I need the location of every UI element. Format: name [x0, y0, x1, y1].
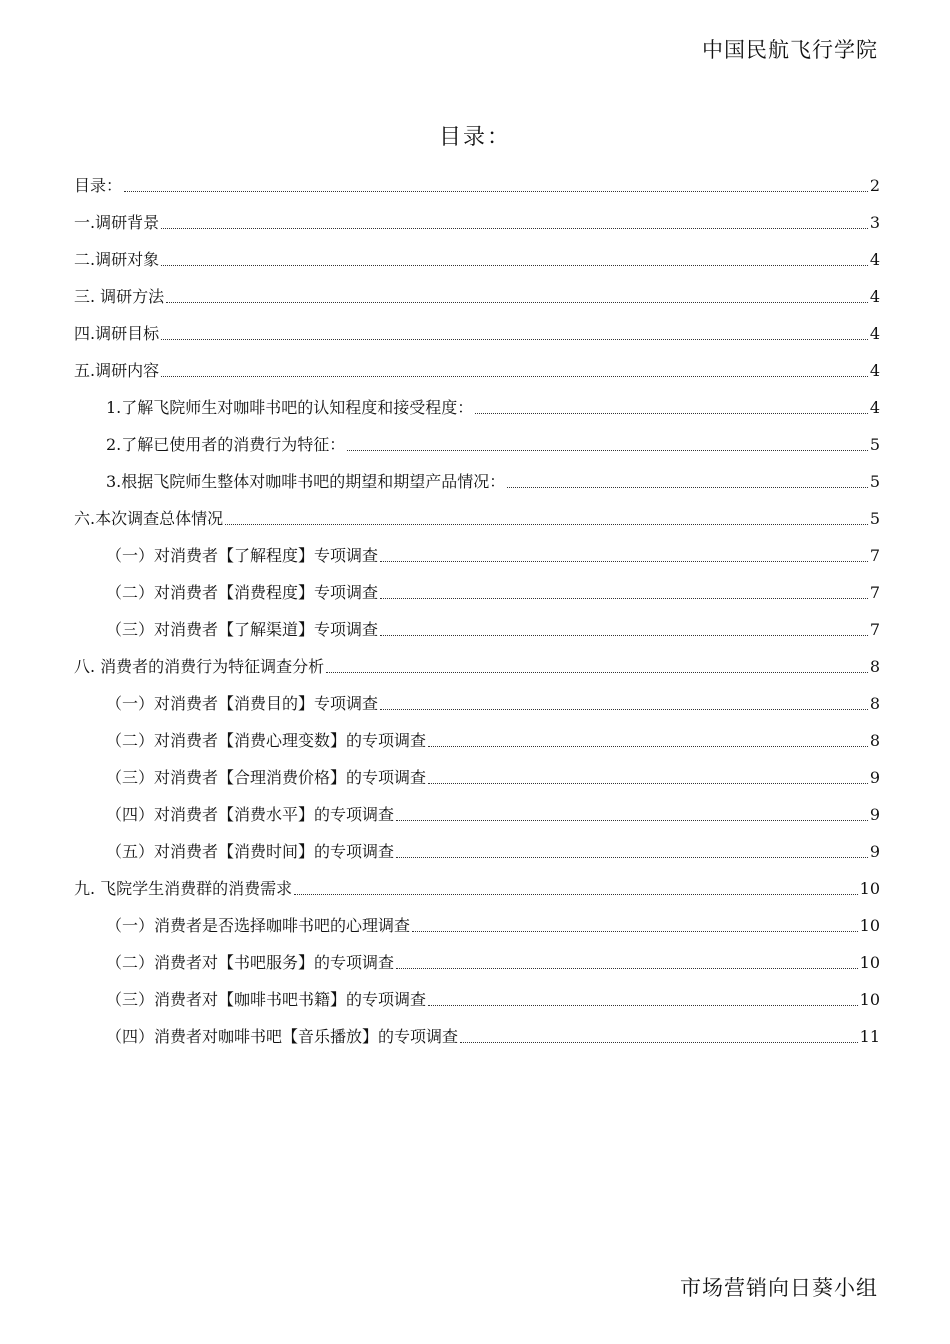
toc-leader-dots: [428, 783, 868, 784]
toc-entry-page: 11: [859, 1027, 880, 1046]
toc-entry-page: 3: [869, 213, 880, 232]
toc-leader-dots: [507, 487, 868, 488]
toc-entry-overview-2[interactable]: [106, 579, 880, 603]
toc-entry-label: 3.根据飞院师生整体对咖啡书吧的期望和期望产品情况：: [106, 472, 506, 491]
toc-entry-label: （二）消费者对【书吧服务】的专项调查: [106, 953, 395, 972]
toc-leader-dots: [347, 450, 868, 451]
toc-entry-page: 5: [869, 509, 880, 528]
toc-entry-goals[interactable]: [74, 320, 880, 344]
toc-leader-dots: [161, 376, 868, 377]
toc-entry-label: （三）对消费者【合理消费价格】的专项调查: [106, 768, 427, 787]
toc-entry-label: （四）对消费者【消费水平】的专项调查: [106, 805, 395, 824]
toc-entry-behavior-4[interactable]: [106, 801, 880, 825]
toc-entry-label: 四.调研目标: [74, 324, 160, 343]
toc-entry-demand-4[interactable]: [106, 1023, 880, 1047]
toc-entry-label: 五.调研内容: [74, 361, 160, 380]
toc-entry-behavior-3[interactable]: [106, 764, 880, 788]
toc-entry-page: 5: [869, 435, 880, 454]
toc-entry-page: 2: [869, 176, 880, 195]
toc-leader-dots: [380, 635, 868, 636]
toc-entry-toc[interactable]: [74, 172, 880, 196]
toc-entry-label: （一）对消费者【消费目的】专项调查: [106, 694, 379, 713]
toc-entry-demand[interactable]: [74, 875, 880, 899]
toc-entry-page: 4: [869, 324, 880, 343]
toc-leader-dots: [225, 524, 868, 525]
toc-entry-label: 目录：: [74, 176, 123, 195]
toc-entry-page: 9: [869, 805, 880, 824]
toc-entry-label: （二）对消费者【消费程度】专项调查: [106, 583, 379, 602]
toc-leader-dots: [396, 857, 868, 858]
toc-entry-label: 六.本次调查总体情况: [74, 509, 224, 528]
toc-entry-page: 7: [869, 620, 880, 639]
toc-entry-methods[interactable]: [74, 283, 880, 307]
toc-leader-dots: [161, 339, 868, 340]
toc-entry-label: （五）对消费者【消费时间】的专项调查: [106, 842, 395, 861]
toc-leader-dots: [326, 672, 868, 673]
toc-entry-page: 4: [869, 287, 880, 306]
toc-entry-label: 三. 调研方法: [74, 287, 165, 306]
toc-leader-dots: [380, 709, 868, 710]
toc-entry-page: 8: [869, 731, 880, 750]
toc-entry-content-2[interactable]: [106, 431, 880, 455]
toc-leader-dots: [460, 1042, 858, 1043]
toc-entry-content-3[interactable]: [106, 468, 880, 492]
toc-entry-page: 9: [869, 842, 880, 861]
toc-entry-label: 1.了解飞院师生对咖啡书吧的认知程度和接受程度：: [106, 398, 474, 417]
toc-leader-dots: [396, 820, 868, 821]
toc-entry-label: （一）消费者是否选择咖啡书吧的心理调查: [106, 916, 411, 935]
toc-leader-dots: [396, 968, 858, 969]
toc-entry-page: 10: [859, 990, 880, 1009]
toc-entry-page: 5: [869, 472, 880, 491]
toc-entry-page: 8: [869, 657, 880, 676]
toc-entry-subjects[interactable]: [74, 246, 880, 270]
toc-entry-label: 一.调研背景: [74, 213, 160, 232]
toc-title: 目录：: [438, 125, 511, 150]
toc-entry-page: 10: [859, 953, 880, 972]
toc-entry-label: 九. 飞院学生消费群的消费需求: [74, 879, 293, 898]
toc-entry-label: （二）对消费者【消费心理变数】的专项调查: [106, 731, 427, 750]
toc-entry-behavior[interactable]: [74, 653, 880, 677]
toc-entry-background[interactable]: [74, 209, 880, 233]
toc-entry-page: 8: [869, 694, 880, 713]
toc-leader-dots: [161, 228, 868, 229]
toc-entry-page: 7: [869, 583, 880, 602]
toc-leader-dots: [161, 265, 868, 266]
toc-entry-behavior-5[interactable]: [106, 838, 880, 862]
toc-leader-dots: [166, 302, 868, 303]
toc-entry-behavior-2[interactable]: [106, 727, 880, 751]
toc-leader-dots: [294, 894, 857, 895]
toc-leader-dots: [412, 931, 858, 932]
toc-entry-page: 7: [869, 546, 880, 565]
toc-entry-behavior-1[interactable]: [106, 690, 880, 714]
toc-entry-page: 10: [859, 879, 880, 898]
toc-entry-label: 八. 消费者的消费行为特征调查分析: [74, 657, 325, 676]
toc-entry-demand-3[interactable]: [106, 986, 880, 1010]
toc-entry-demand-2[interactable]: [106, 949, 880, 973]
toc-entry-label: （一）对消费者【了解程度】专项调查: [106, 546, 379, 565]
toc-leader-dots: [380, 561, 868, 562]
footer-group-name: 市场营销向日葵小组: [680, 1276, 878, 1300]
toc-entry-page: 4: [869, 250, 880, 269]
toc-entry-page: 10: [859, 916, 880, 935]
toc-entry-label: （四）消费者对咖啡书吧【音乐播放】的专项调查: [106, 1027, 459, 1046]
header-school-name: 中国民航飞行学院: [702, 38, 878, 62]
toc-entry-page: 4: [869, 398, 880, 417]
toc-entry-overview-3[interactable]: [106, 616, 880, 640]
toc-entry-page: 9: [869, 768, 880, 787]
toc-leader-dots: [428, 1005, 858, 1006]
toc-entry-content[interactable]: [74, 357, 880, 381]
toc-entry-label: （三）消费者对【咖啡书吧书籍】的专项调查: [106, 990, 427, 1009]
toc-entry-content-1[interactable]: [106, 394, 880, 418]
toc-entry-overview[interactable]: [74, 505, 880, 529]
toc-leader-dots: [475, 413, 868, 414]
toc-entry-label: （三）对消费者【了解渠道】专项调查: [106, 620, 379, 639]
toc-entry-page: 4: [869, 361, 880, 380]
toc-leader-dots: [380, 598, 868, 599]
toc-entry-overview-1[interactable]: [106, 542, 880, 566]
toc-entry-label: 2.了解已使用者的消费行为特征：: [106, 435, 346, 454]
toc-entry-demand-1[interactable]: [106, 912, 880, 936]
toc-leader-dots: [428, 746, 868, 747]
toc-entry-label: 二.调研对象: [74, 250, 160, 269]
toc-leader-dots: [124, 191, 868, 192]
